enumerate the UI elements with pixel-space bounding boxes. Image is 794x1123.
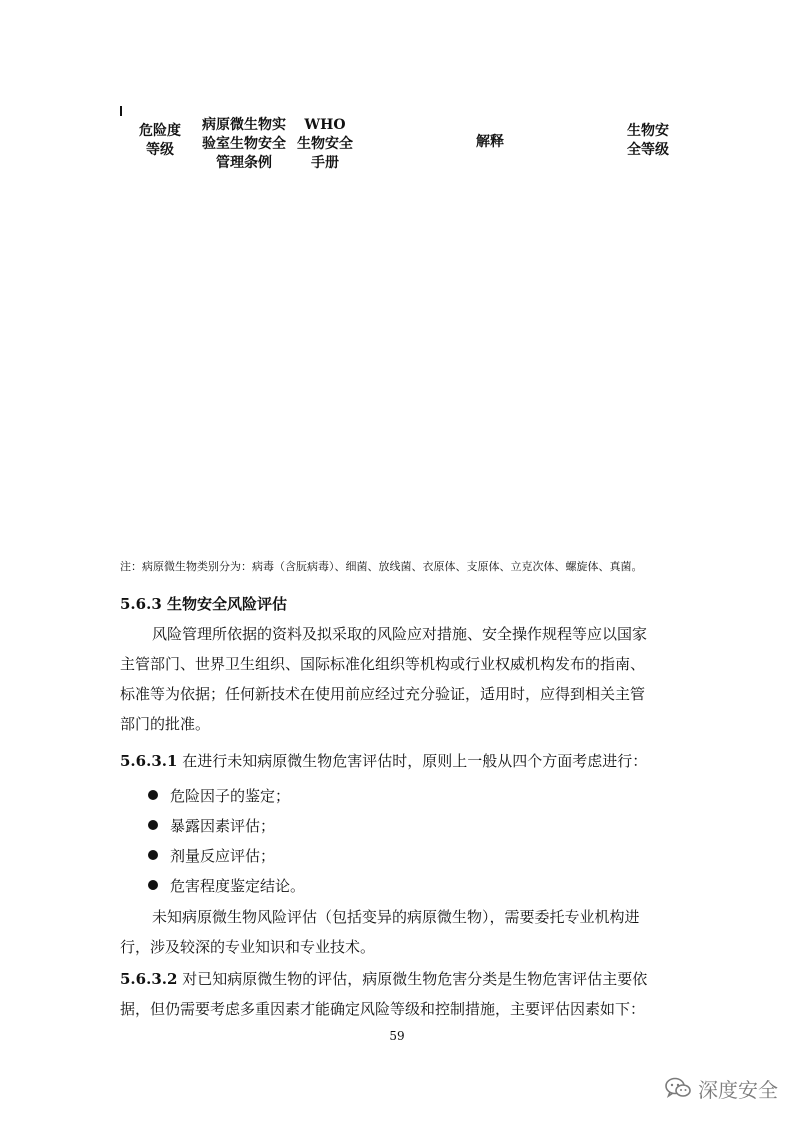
- bullet-item: [148, 811, 275, 841]
- bullet-text: 剂量反应评估；: [170, 847, 276, 865]
- subsection-number: 5.6.3.2: [120, 970, 178, 988]
- bullet-item: [148, 871, 305, 901]
- bullet-dot-icon: [148, 850, 158, 860]
- paragraph-line: 部门的批准。: [120, 715, 211, 733]
- bullet-dot-icon: [148, 820, 158, 830]
- table-edge-marker: [120, 106, 122, 116]
- bullet-item: [148, 841, 275, 871]
- bullet-dot-icon: [148, 880, 158, 890]
- table-header-biosafety-level: 生物安 全等级: [627, 123, 669, 158]
- paragraph-line: 据，但仍需要考虑多重因素才能确定风险等级和控制措施，主要评估因素如下：: [120, 1000, 646, 1018]
- wechat-icon: [664, 1076, 692, 1100]
- paragraph-line: 主管部门、世界卫生组织、国际标准化组织等机构或行业权威机构发布的指南、: [120, 655, 646, 673]
- bullet-item: [148, 781, 290, 811]
- bullet-text: 危险因子的鉴定；: [170, 787, 291, 805]
- table-note: 注：病原微生物类别分为：病毒（含朊病毒）、细菌、放线菌、衣原体、支原体、立克次体、螺旋体、真菌。: [120, 560, 643, 573]
- table-header-explanation: 解释: [476, 134, 504, 150]
- paragraph-line: 标准等为依据；任何新技术在使用前应经过充分验证，适用时，应得到相关主管: [120, 685, 646, 703]
- bullet-dot-icon: [148, 790, 158, 800]
- paragraph-line: 行，涉及较深的专业知识和专业技术。: [120, 938, 376, 956]
- bullet-text: 暴露因素评估；: [170, 817, 276, 835]
- paragraph-line: 未知病原微生物风险评估（包括变异的病原微生物），需要委托专业机构进: [152, 908, 640, 926]
- bullet-text: 危害程度鉴定结论。: [170, 877, 306, 895]
- section-heading: 5.6.3 生物安全风险评估: [120, 595, 287, 613]
- watermark: [664, 1074, 778, 1102]
- subsection-number: 5.6.3.1: [120, 752, 178, 770]
- subsection-5632: [120, 964, 647, 994]
- subsection-text: 对已知病原微生物的评估，病原微生物危害分类是生物危害评估主要依: [177, 970, 648, 988]
- subsection-5631: [120, 746, 647, 776]
- table-header-regulation: 病原微生物实 验室生物安全 管理条例: [202, 117, 286, 171]
- page-number: 59: [389, 1029, 405, 1043]
- watermark-text: 深度安全: [698, 1077, 778, 1102]
- table-header-who-manual: WHO 生物安全 手册: [297, 117, 353, 171]
- paragraph-line: 风险管理所依据的资料及拟采取的风险应对措施、安全操作规程等应以国家: [152, 625, 648, 643]
- table-header-risk-level: 危险度 等级: [139, 123, 181, 158]
- subsection-text: 在进行未知病原微生物危害评估时，原则上一般从四个方面考虑进行：: [177, 752, 648, 770]
